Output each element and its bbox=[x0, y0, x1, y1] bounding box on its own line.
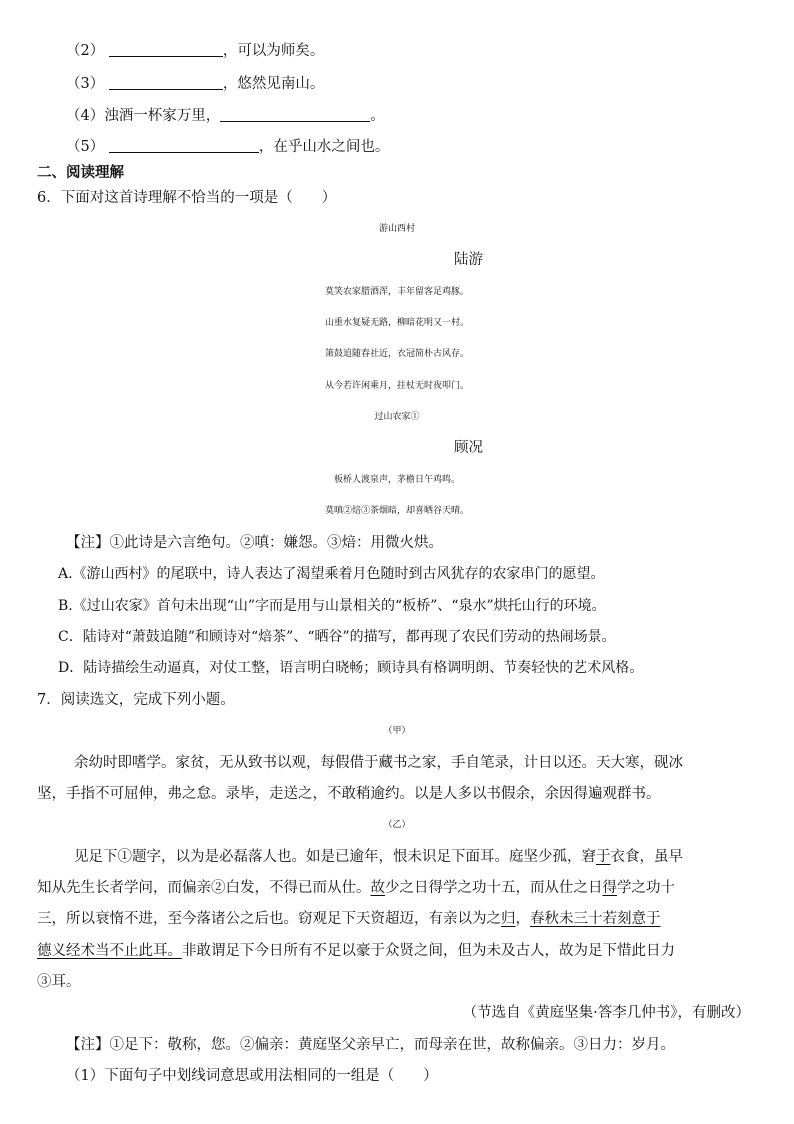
text-run: 衣食，虽早 bbox=[610, 849, 683, 865]
text-run: 知从先生长者学问，而偏亲②白发，不得已而从仕。 bbox=[37, 880, 371, 896]
q7-sub1-stem: （1）下面句子中划线词意思或用法相同的一组是（ ） bbox=[66, 1068, 438, 1084]
blank-suffix: ，在乎山水之间也。 bbox=[258, 139, 390, 155]
q7-note: 【注】①足下：敬称，您。②偏亲：黄庭坚父亲早亡，而母亲在世，故称偏亲。③日力：岁月。 bbox=[66, 1037, 675, 1053]
answer-blank[interactable] bbox=[220, 107, 370, 122]
blank-prefix: 浊酒一杯家万里， bbox=[104, 108, 221, 124]
underlined-sentence: 德义经术当不止此耳。 bbox=[37, 943, 182, 959]
underlined-word: 于 bbox=[596, 849, 611, 865]
q6-note: 【注】①此诗是六言绝句。②嗔：嫌怨。③焙：用微火烘。 bbox=[66, 535, 443, 551]
poem2-title: 过山农家① bbox=[374, 412, 420, 422]
underlined-sentence: 春秋未三十若刻意于 bbox=[530, 911, 661, 927]
blank-suffix: 。 bbox=[370, 108, 385, 124]
answer-blank[interactable] bbox=[109, 75, 223, 90]
answer-blank[interactable] bbox=[109, 42, 223, 57]
poem1-line-2: 山重水复疑无路，柳暗花明又一村。 bbox=[324, 318, 469, 328]
poem2-line-1: 板桥人渡泉声，茅檐日午鸡鸣。 bbox=[333, 475, 460, 485]
section-heading: 二、阅读理解 bbox=[37, 165, 124, 181]
poem1-line-4: 从今若许闲乘月，拄杖无时夜叩门。 bbox=[324, 381, 469, 391]
blank-item-3 bbox=[66, 74, 324, 94]
poem2-line-2: 莫嗔②焙③茶烟暗，却喜晒谷天晴。 bbox=[324, 506, 469, 516]
passage-yi-label: （乙） bbox=[383, 820, 411, 830]
text-run: 三，所以衰惰不进，至今落诸公之后也。窃观足下天资超迈，有亲以为之 bbox=[37, 911, 501, 927]
passage-yi-line-2 bbox=[37, 878, 675, 898]
passage-jia-line-2: 坚，手指不可屈伸，弗之怠。录毕，走送之，不敢稍逾约。以是人多以书假余，余因得遍观群书。 bbox=[37, 786, 661, 802]
poem1-line-1: 莫笑农家腊酒浑，丰年留客足鸡豚。 bbox=[324, 287, 469, 297]
underlined-word: 得 bbox=[602, 880, 617, 896]
text-run: 少之日得学之功十五，而从仕之日 bbox=[385, 880, 603, 896]
poem1-line-3: 箫鼓追随春社近，衣冠简朴古风存。 bbox=[324, 349, 469, 359]
q6-option-a[interactable]: A.《游山西村》的尾联中，诗人表达了渴望乘着月色随时到古风犹存的农家串门的愿望。 bbox=[58, 566, 605, 582]
item-number: （3） bbox=[66, 76, 105, 92]
poem2-author: 顾况 bbox=[454, 440, 483, 456]
q6-option-c[interactable]: C．陆诗对“萧鼓追随”和顾诗对“焙茶”、“晒谷”的描写，都再现了农民们劳动的热闹场景。 bbox=[58, 629, 616, 645]
underlined-word: 故 bbox=[370, 880, 385, 896]
text-run: 学之功十 bbox=[617, 880, 675, 896]
blank-item-5 bbox=[66, 137, 389, 157]
q6-stem: 6．下面对这首诗理解不恰当的一项是（ ） bbox=[37, 190, 337, 206]
answer-blank[interactable] bbox=[109, 138, 259, 153]
blank-item-2 bbox=[66, 41, 324, 61]
text-run: ， bbox=[515, 911, 530, 927]
item-number: （5） bbox=[66, 139, 105, 155]
poem1-title: 游山西村 bbox=[378, 224, 415, 234]
underlined-word: 归 bbox=[501, 911, 516, 927]
item-number: （2） bbox=[66, 43, 105, 59]
blank-item-4 bbox=[66, 106, 385, 126]
passage-jia-label: （甲） bbox=[383, 726, 411, 736]
item-number: （4） bbox=[66, 108, 105, 124]
blank-suffix: ，可以为师矣。 bbox=[222, 43, 325, 59]
blank-suffix: ，悠然见南山。 bbox=[222, 76, 325, 92]
passage-yi-line-3 bbox=[37, 909, 661, 929]
passage-yi-line-5: ③耳。 bbox=[37, 974, 81, 990]
passage-source: （节选自《黄庭坚集·答李几仲书》，有删改） bbox=[462, 1005, 750, 1021]
text-run: 非敢谓足下今日所有不足以豪于众贤之间，但为未及古人，故为足下惜此日力 bbox=[182, 943, 675, 959]
passage-yi-line-4 bbox=[37, 941, 675, 961]
passage-yi-line-1 bbox=[74, 847, 683, 867]
poem1-author: 陆游 bbox=[454, 252, 483, 268]
passage-jia-line-1: 余幼时即嗜学。家贫，无从致书以观，每假借于藏书之家，手自笔录，计日以还。天大寒，砚冰 bbox=[74, 755, 683, 771]
q6-option-d[interactable]: D．陆诗描绘生动逼真，对仗工整，语言明白晓畅；顾诗具有格调明朗、节奏轻快的艺术风格。 bbox=[58, 660, 644, 676]
text-run: 见足下①题字，以为是必磊落人也。如是已逾年，恨未识足下面耳。庭坚少孤，窘 bbox=[74, 849, 596, 865]
q6-option-b[interactable]: B.《过山农家》首句未出现“山”字而是用与山景相关的“板桥”、“泉水”烘托山行的环境。 bbox=[58, 598, 606, 614]
q7-stem: 7．阅读选文，完成下列小题。 bbox=[37, 692, 235, 708]
